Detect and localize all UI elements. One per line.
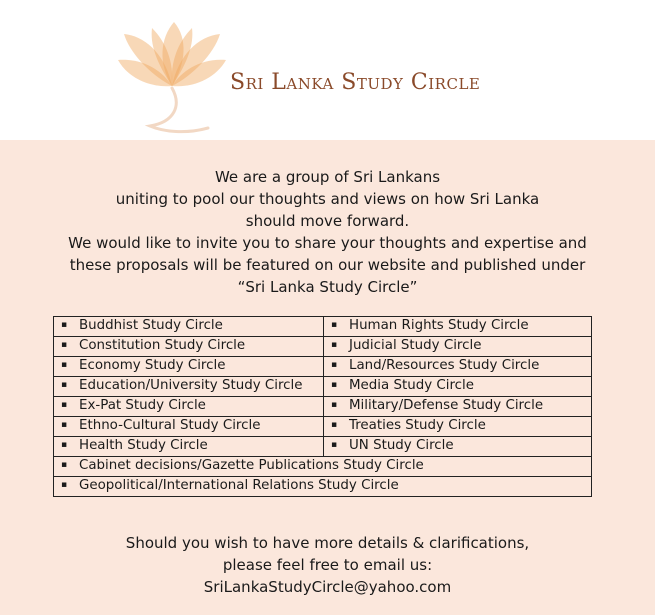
study-circle-name: Media Study Circle xyxy=(349,378,474,393)
table-row xyxy=(54,417,592,437)
bullet-icon: ▪ xyxy=(331,340,338,350)
table-row xyxy=(54,357,592,377)
study-circle-cell xyxy=(324,417,592,437)
bullet-icon: ▪ xyxy=(61,460,68,470)
study-circle-cell xyxy=(324,337,592,357)
bullet-icon: ▪ xyxy=(331,420,338,430)
study-circle-name: Ex-Pat Study Circle xyxy=(79,398,206,413)
table-row xyxy=(54,317,592,337)
bullet-icon: ▪ xyxy=(331,440,338,450)
bullet-icon: ▪ xyxy=(331,320,338,330)
table-row xyxy=(54,437,592,457)
study-circle-cell xyxy=(54,457,592,477)
study-circle-cell xyxy=(324,377,592,397)
bullet-icon: ▪ xyxy=(61,480,68,490)
bullet-icon: ▪ xyxy=(61,400,68,410)
study-circle-name: Economy Study Circle xyxy=(79,358,226,373)
intro-line: We are a group of Sri Lankans xyxy=(214,168,441,186)
study-circle-cell xyxy=(54,417,324,437)
study-circle-cell xyxy=(54,477,592,497)
study-circle-name: Treaties Study Circle xyxy=(349,418,486,433)
study-circle-name: Buddhist Study Circle xyxy=(79,318,223,333)
lotus-logo-icon xyxy=(112,14,242,136)
table-row xyxy=(54,337,592,357)
study-circle-cell xyxy=(54,397,324,417)
table-row xyxy=(54,457,592,477)
bullet-icon: ▪ xyxy=(61,360,68,370)
bullet-icon: ▪ xyxy=(61,320,68,330)
study-circle-table xyxy=(53,316,592,497)
intro-line: uniting to pool our thoughts and views on how Sri Lanka xyxy=(115,190,540,208)
study-circle-cell xyxy=(324,397,592,417)
study-circle-name: UN Study Circle xyxy=(349,438,454,453)
intro-line: should move forward. xyxy=(245,212,410,230)
study-circle-name: Geopolitical/International Relations Study Circle xyxy=(79,478,399,493)
brand-title: Sri Lanka Study Circle xyxy=(230,70,481,95)
study-circle-name: Health Study Circle xyxy=(79,438,208,453)
study-circle-cell xyxy=(54,377,324,397)
study-circle-cell xyxy=(324,437,592,457)
table-row xyxy=(54,477,592,497)
bullet-icon: ▪ xyxy=(61,420,68,430)
table-row xyxy=(54,377,592,397)
study-circle-cell xyxy=(54,357,324,377)
study-circle-name: Education/University Study Circle xyxy=(79,378,303,393)
bullet-icon: ▪ xyxy=(331,400,338,410)
study-circle-name: Cabinet decisions/Gazette Publications Study Circle xyxy=(79,458,424,473)
bullet-icon: ▪ xyxy=(61,440,68,450)
intro-line: “Sri Lanka Study Circle” xyxy=(237,278,418,296)
study-circle-cell xyxy=(324,317,592,337)
bullet-icon: ▪ xyxy=(331,380,338,390)
study-circle-cell xyxy=(54,317,324,337)
study-circle-cell xyxy=(54,437,324,457)
study-circle-name: Ethno-Cultural Study Circle xyxy=(79,418,261,433)
intro-line: these proposals will be featured on our website and published under xyxy=(69,256,586,274)
bullet-icon: ▪ xyxy=(61,340,68,350)
study-circle-name: Land/Resources Study Circle xyxy=(349,358,540,373)
bullet-icon: ▪ xyxy=(331,360,338,370)
study-circle-name: Human Rights Study Circle xyxy=(349,318,529,333)
contact-line: Should you wish to have more details & clarifications, xyxy=(125,534,530,552)
intro-text xyxy=(0,166,655,298)
study-circle-name: Judicial Study Circle xyxy=(349,338,482,353)
contact-email[interactable]: SriLankaStudyCircle@yahoo.com xyxy=(203,578,452,596)
contact-text xyxy=(0,532,655,598)
study-circle-name: Constitution Study Circle xyxy=(79,338,246,353)
table-row xyxy=(54,397,592,417)
study-circle-name: Military/Defense Study Circle xyxy=(349,398,544,413)
header xyxy=(0,0,655,140)
intro-line: We would like to invite you to share your thoughts and expertise and xyxy=(68,234,587,252)
bullet-icon: ▪ xyxy=(61,380,68,390)
study-circle-cell xyxy=(54,337,324,357)
study-circle-cell xyxy=(324,357,592,377)
contact-line: please feel free to email us: xyxy=(222,556,433,574)
